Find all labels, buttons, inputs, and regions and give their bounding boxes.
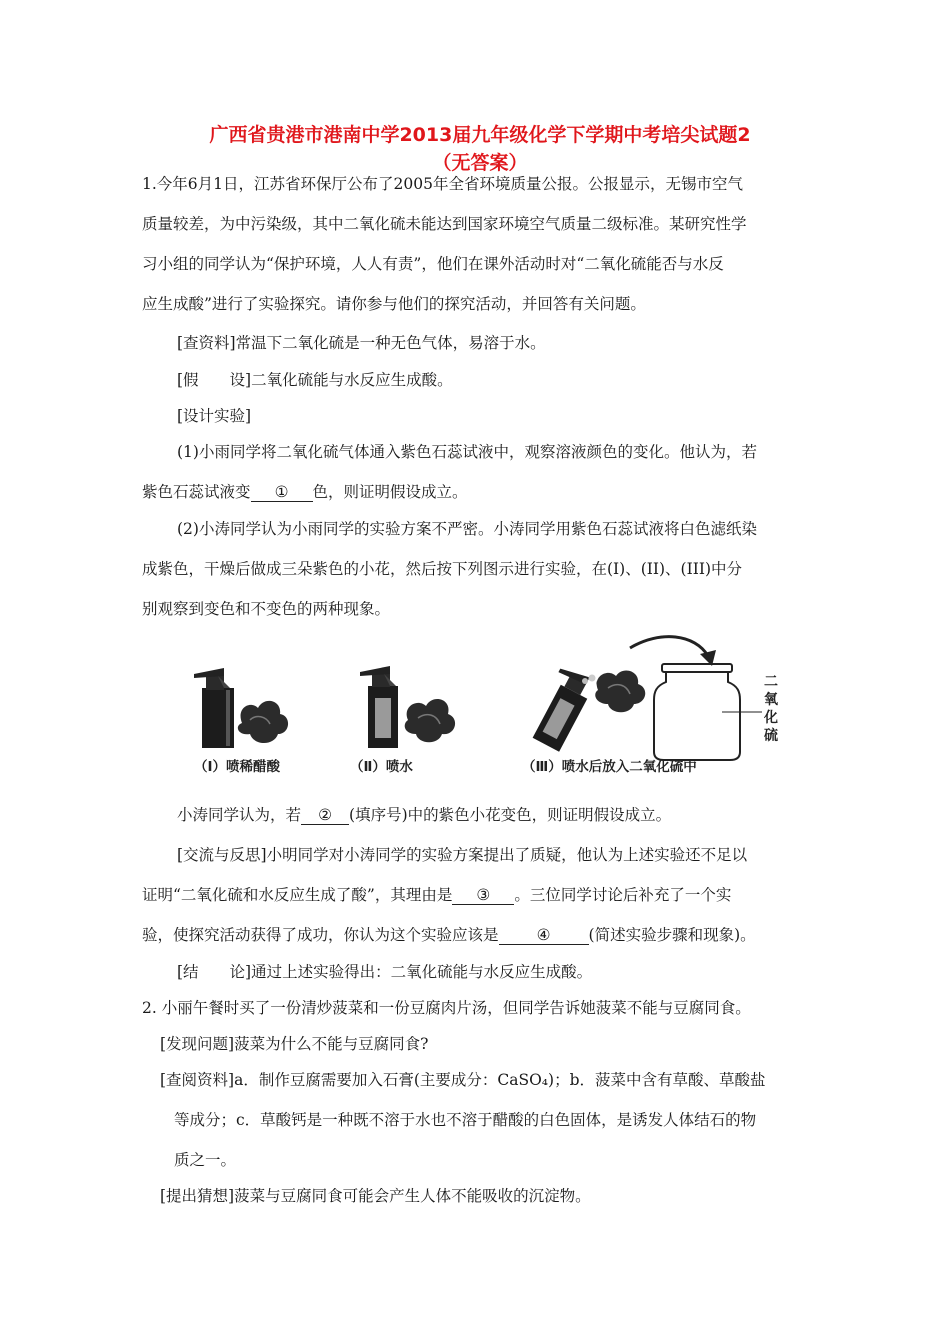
curved-arrow-icon (630, 637, 716, 666)
q1-experiment1-line: 紫色石蕊试液变 ① 色，则证明假设成立。 (142, 483, 468, 501)
q1-reflection-line: 验，使探究活动获得了成功，你认为这个实验应该是 ④ (简述实验步骤和现象)。 (142, 926, 756, 944)
q1-experiment2-line: 别观察到变色和不变色的两种现象。 (142, 600, 391, 618)
gas-label-char: 硫 (764, 728, 778, 744)
q1-hypothesis (177, 369, 453, 391)
q2-info-line: 等成分；c．草酸钙是一种既不溶于水也不溶于醋酸的白色固体，是诱发人体结石的物 (174, 1111, 757, 1129)
q1-experiment2-line: (2)小涛同学认为小雨同学的实验方案不严密。小涛同学用紫色石蕊试液将白色滤纸染 (177, 520, 757, 538)
q1-paragraph-line: 应生成酸”进行了实验探究。请你参与他们的探究活动，并回答有关问题。 (142, 295, 646, 313)
q2-hypothesis: [提出猜想]菠菜与豆腐同食可能会产生人体不能吸收的沉淀物。 (160, 1187, 591, 1205)
answer-blank-2[interactable]: ② (301, 806, 349, 825)
q2-info-line: 质之一。 (174, 1151, 237, 1169)
gas-label-char: 二 (764, 674, 778, 690)
experiment-figure (190, 628, 780, 778)
gas-label-char: 氧 (764, 692, 778, 708)
spray-bottle-icon (194, 668, 234, 748)
figure-caption-3: （Ⅲ）喷水后放入二氧化硫中 (522, 759, 697, 775)
flower-icon (595, 670, 645, 712)
q1-reflection-line: 证明“二氧化硫和水反应生成了酸”，其理由是 ③ 。三位同学讨论后补充了一个实 (142, 886, 732, 904)
q1-experiment1-line: (1)小雨同学将二氧化硫气体通入紫色石蕊试液中，观察溶液颜色的变化。他认为，若 (177, 443, 757, 461)
gas-label-char: 化 (764, 710, 778, 726)
figure-caption-2: （Ⅱ）喷水 (350, 759, 413, 775)
answer-blank-1[interactable]: ① (251, 483, 313, 502)
q1-paragraph-line: 质量较差，为中污染级，其中二氧化硫未能达到国家环境空气质量二级标准。某研究性学 (142, 215, 747, 233)
q1-design-label: [设计实验] (177, 407, 252, 425)
hypothesis-label: [假 设] (177, 371, 252, 389)
flower-icon (405, 699, 455, 742)
hypothesis-text: 二氧化硫能与水反应生成酸。 (251, 371, 453, 389)
conclusion-label: [结 论] (177, 963, 252, 981)
answer-blank-4[interactable]: ④ (499, 926, 589, 945)
q2-paragraph-line: 2. 小丽午餐时买了一份清炒菠菜和一份豆腐肉片汤，但同学告诉她菠菜不能与豆腐同食。 (142, 999, 751, 1017)
conclusion-text: 通过上述实验得出：二氧化硫能与水反应生成酸。 (251, 963, 593, 981)
figure-caption-1: （Ⅰ）喷稀醋酸 (194, 759, 281, 775)
q1-info: [查资料]常温下二氧化硫是一种无色气体，易溶于水。 (177, 334, 546, 352)
q1-final-conclusion (177, 961, 592, 983)
q1-paragraph-line: 1.今年6月1日，江苏省环保厅公布了2005年全省环境质量公报。公报显示，无锡市空气 (142, 175, 743, 193)
document-title: 广西省贵港市港南中学2013届九年级化学下学期中考培尖试题2 (209, 124, 751, 146)
q1-conclusion-line: 小涛同学认为，若 ② (填序号)中的紫色小花变色，则证明假设成立。 (177, 806, 672, 824)
document-title-suffix: （无答案） (432, 152, 528, 174)
spray-bottle-icon (360, 666, 398, 748)
gas-jar-icon (654, 664, 762, 760)
spray-bottle-icon (526, 663, 597, 751)
flower-icon (238, 701, 288, 743)
q1-reflection-line: [交流与反思]小明同学对小涛同学的实验方案提出了质疑，他认为上述实验还不足以 (177, 846, 748, 864)
q2-problem: [发现问题]菠菜为什么不能与豆腐同食? (160, 1035, 429, 1053)
q2-info-line: [查阅资料]a．制作豆腐需要加入石膏(主要成分：CaSO₄)；b．菠菜中含有草酸、草酸盐 (160, 1071, 766, 1089)
answer-blank-3[interactable]: ③ (452, 886, 514, 905)
q1-paragraph-line: 习小组的同学认为“保护环境，人人有责”，他们在课外活动时对“二氧化硫能否与水反 (142, 255, 724, 273)
q1-experiment2-line: 成紫色，干燥后做成三朵紫色的小花，然后按下列图示进行实验，在(I)、(II)、(III)中分 (142, 560, 743, 578)
